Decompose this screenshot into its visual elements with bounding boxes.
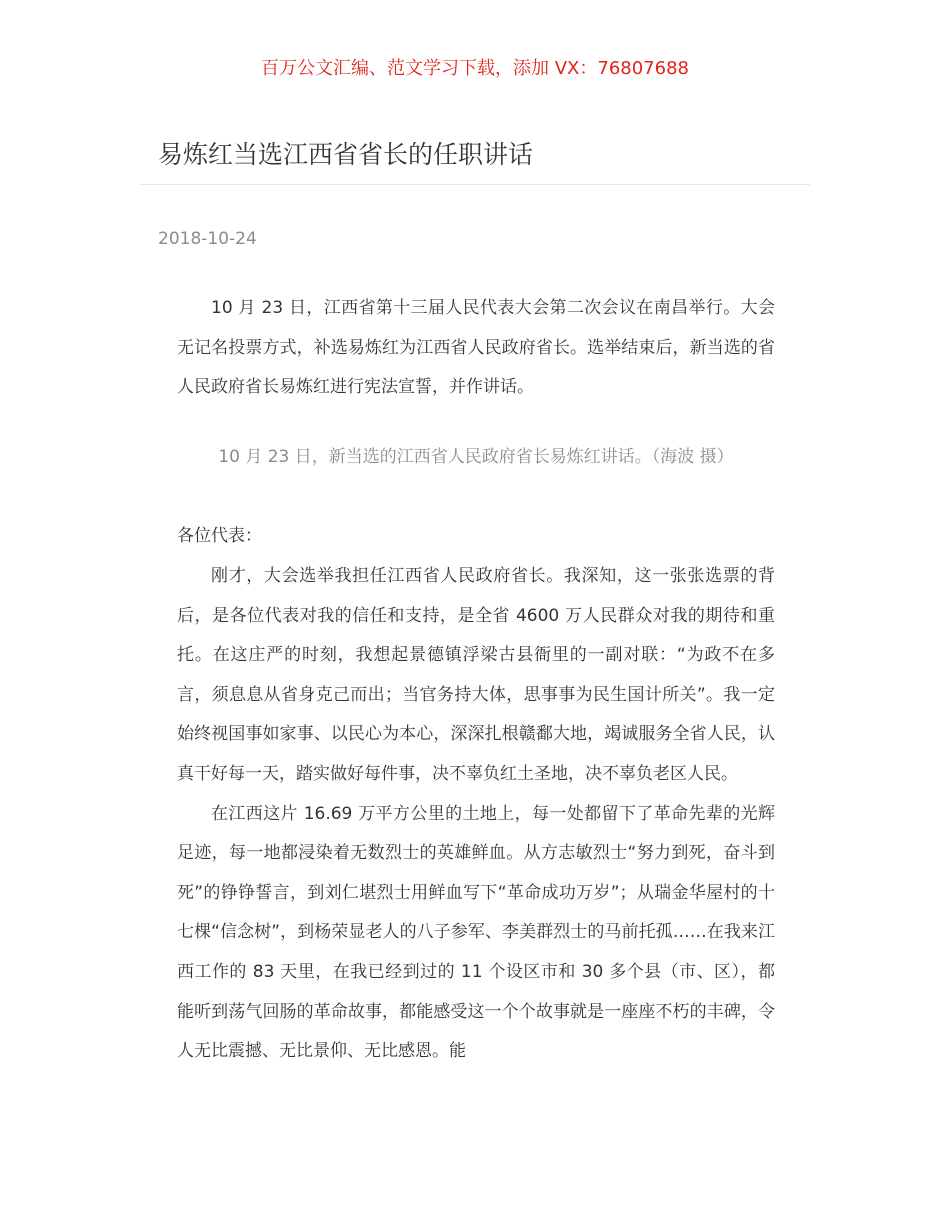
article-body bbox=[177, 289, 775, 1072]
intro-paragraph: 10 月 23 日，江西省第十三届人民代表大会第二次会议在南昌举行。大会无记名投票方式，补选易炼红为江西省人民政府省长。选举结束后，新当选的省人民政府省长易炼红进行宪法宣誓，并作讲话。 bbox=[177, 298, 775, 398]
publish-date: 2018-10-24 bbox=[158, 229, 257, 249]
photo-caption: 10 月 23 日，新当选的江西省人民政府省长易炼红讲话。（海波 摄） bbox=[218, 446, 734, 467]
title-divider bbox=[140, 184, 810, 185]
salutation: 各位代表： bbox=[177, 526, 262, 547]
article-title: 易炼红当选江西省省长的任职讲话 bbox=[158, 140, 534, 169]
speech-paragraph-1: 刚才，大会选举我担任江西省人民政府省长。我深知，这一张张选票的背后，是各位代表对我的信任和支持，是全省 4600 万人民群众对我的期待和重托。在这庄严的时刻，我想起景德镇浮梁古县衙里的一副对联：“为政不在多言，须息息从省身克己而出；当官务持大体，思事事为民生国计所关”。我一定始终视国事如家事、以民心为本心，深深扎根赣鄱大地，竭诚服务全省人民，认真干好每一天，踏实做好每件事，决不辜负红土圣地，决不辜负老区人民。 bbox=[177, 565, 775, 784]
speech-paragraph-2: 在江西这片 16.69 万平方公里的土地上，每一处都留下了革命先辈的光辉足迹，每一地都浸染着无数烈士的英雄鲜血。从方志敏烈士“努力到死，奋斗到死”的铮铮誓言，到刘仁堪烈士用鲜血写下“革命成功万岁”；从瑞金华屋村的十七棵“信念树”，到杨荣显老人的八子参军、李美群烈士的马前托孤……在我来江西工作的 83 天里，在我已经到过的 11 个设区市和 30 多个县（市、区），都能听到荡气回肠的革命故事，都能感受这一个个故事就是一座座不朽的丰碑，令人无比震撼、无比景仰、无比感恩。能 bbox=[177, 803, 775, 1062]
promo-banner: 百万公文汇编、范文学习下载，添加 VX：76807688 bbox=[261, 58, 689, 79]
